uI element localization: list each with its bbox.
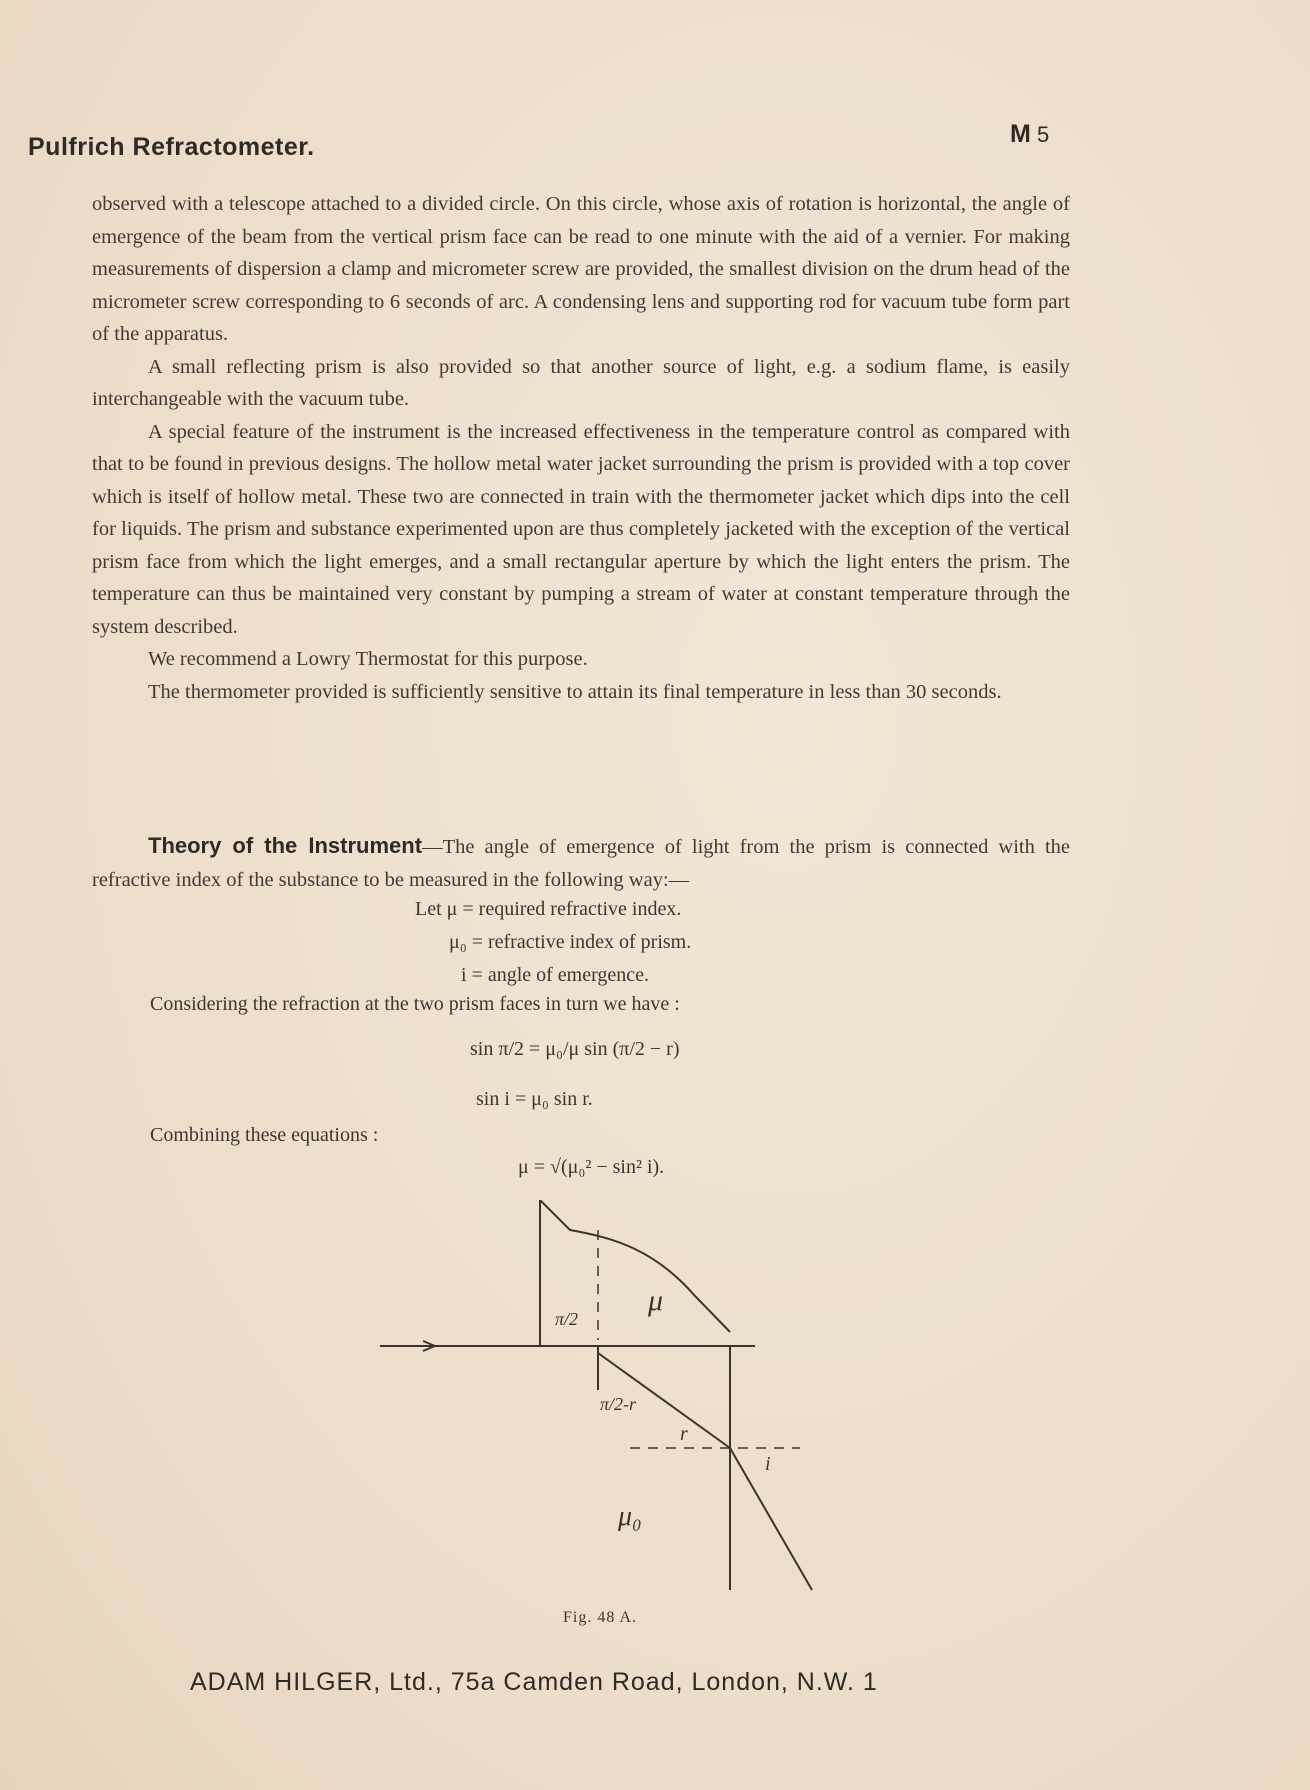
- page-digit: 5: [1036, 122, 1050, 147]
- theory-heading: Theory of the Instrument: [148, 833, 423, 858]
- emergent-ray: [730, 1448, 812, 1590]
- label-i: i: [765, 1453, 771, 1475]
- definition-mu: Let μ = required refractive index.: [415, 898, 682, 920]
- definitions: [415, 893, 691, 992]
- footer-publisher: ADAM HILGER, Ltd., 75a Camden Road, London, N.W. 1: [190, 1668, 878, 1696]
- definition-mu0: μ₀ = refractive index of prism.: [449, 931, 692, 953]
- paragraph-5: The thermometer provided is sufficiently sensitive to attain its final temperature in less than 30 seconds.: [148, 680, 1002, 703]
- label-pi-half: π/2: [555, 1309, 579, 1329]
- label-mu0: μ₀: [618, 1501, 642, 1532]
- page-letter: M: [1010, 120, 1031, 148]
- paragraph-4: We recommend a Lowry Thermostat for this purpose.: [148, 648, 588, 670]
- theory-paragraph: [92, 830, 1070, 896]
- page-title: Pulfrich Refractometer.: [28, 133, 315, 161]
- definition-i: i = angle of emergence.: [461, 964, 650, 986]
- considering-text: Considering the refraction at the two prism faces in turn we have :: [150, 993, 680, 1015]
- label-pi-half-minus-r: π/2-r: [600, 1394, 637, 1414]
- theory-text: —The angle of emergence of light from the prism is connected with the refractive index of the substance to be measured in the following way:—: [92, 836, 1071, 891]
- paragraph-1: observed with a telescope attached to a divided circle. On this circle, whose axis of rotation is horizontal, the angle of emergence of the beam from the vertical prism face can be read to one minute with the aid of a vernier. For making measurements of dispersion a clamp and micrometer screw are provided, the smallest division on the drum head of the micrometer screw corresponding to 6 seconds of arc. A condensing lens and supporting rod for vacuum tube form part of the apparatus.: [92, 193, 1070, 345]
- equation-2: sin i = μ₀ sin r.: [476, 1088, 593, 1110]
- body-text: [92, 188, 1070, 708]
- label-r: r: [680, 1423, 688, 1445]
- label-mu: μ: [648, 1284, 664, 1317]
- result-equation: μ = √(μ₀² − sin² i).: [518, 1156, 665, 1178]
- equation-1: sin π/2 = μ₀/μ sin (π/2 − r): [470, 1038, 680, 1060]
- combining-text: Combining these equations :: [150, 1124, 379, 1146]
- page-number: [1010, 120, 1049, 149]
- paragraph-2: A small reflecting prism is also provided so that another source of light, e.g. a sodium flame, is easily interchangeable with the vacuum tube.: [92, 355, 1070, 410]
- figure-caption: Fig. 48 A.: [563, 1609, 638, 1626]
- paragraph-3: A special feature of the instrument is the increased effectiveness in the temperature control as compared with that to be found in previous designs. The hollow metal water jacket surrounding the prism is provided with a top cover which is itself of hollow metal. These two are connected in train with the thermometer jacket which dips into the cell for liquids. The prism and substance experimented upon are thus completely jacketed with the exception of the vertical prism face from which the light emerges, and a small rectangular aperture by which the light enters the prism. The temperature can thus be maintained very constant by pumping a stream of water at constant temperature through the system described.: [92, 420, 1070, 638]
- prism-diagram: [380, 1200, 820, 1600]
